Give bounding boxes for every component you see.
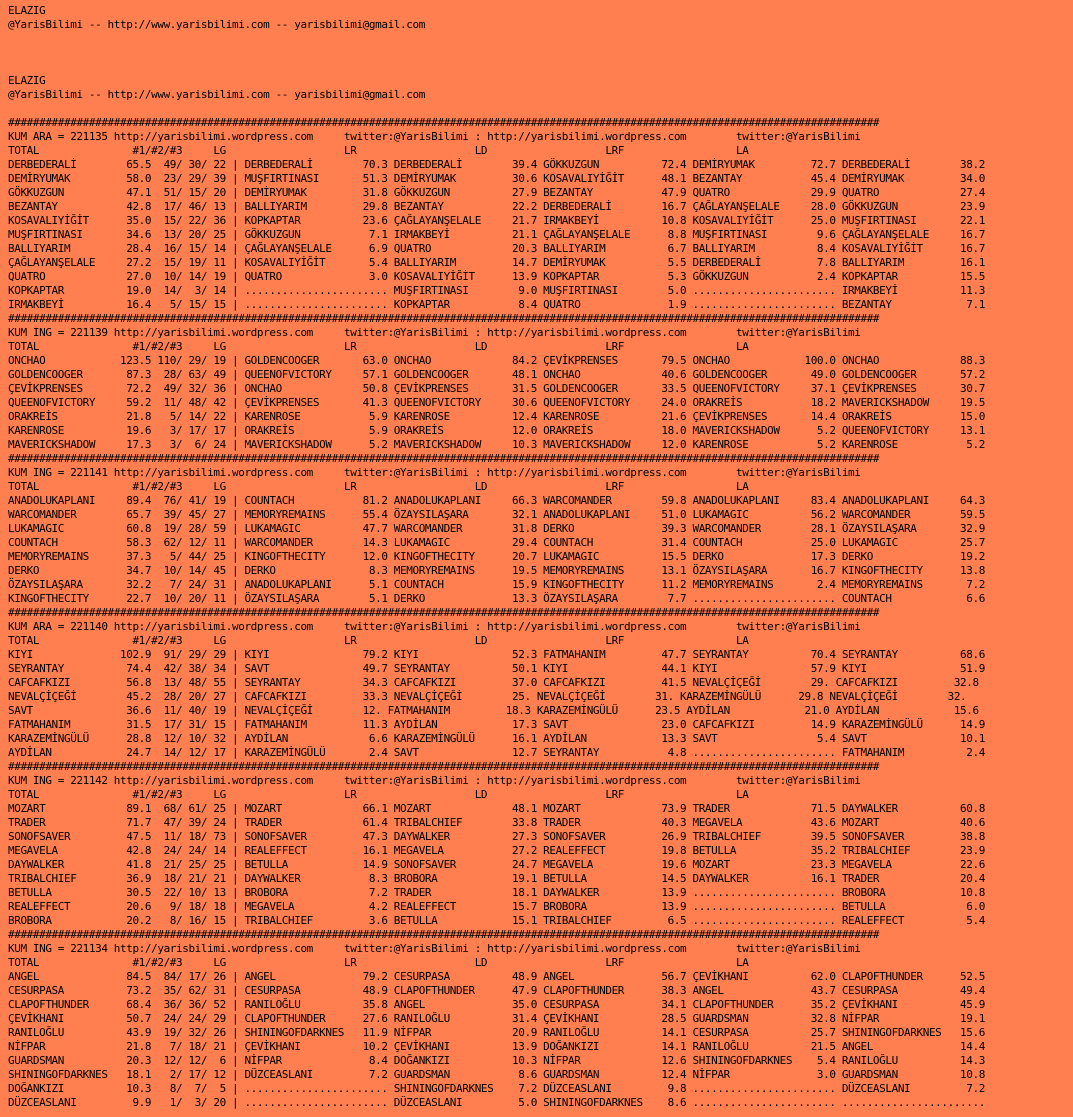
- text-line: MEGAVELA 42.8 24/ 24/ 14 | REALEFFECT 16.1 MEGAVELA 27.2 REALEFFECT 19.8 BETULLA 35.2 TRIBALCHIEF 23.9: [8, 844, 985, 857]
- text-line: MAVERICKSHADOW 17.3 3/ 6/ 24 | MAVERICKSHADOW 5.2 MAVERICKSHADOW 10.3 MAVERICKSHADOW 12.0 KARENROSE 5.2 KARENROSE 5.2: [8, 438, 985, 451]
- text-line: COUNTACH 58.3 62/ 12/ 11 | WARCOMANDER 14.3 LUKAMAGIC 29.4 COUNTACH 31.4 COUNTACH 25.0 LUKAMAGIC 25.7: [8, 536, 985, 549]
- text-line: IRMAKBEYİ 16.4 5/ 15/ 15 | ....................... KOPKAPTAR 8.4 QUATRO 1.9 ....................... BEZANTAY 7.1: [8, 298, 985, 311]
- text-line: ORAKREİS 21.8 5/ 14/ 22 | KARENROSE 5.9 KARENROSE 12.4 KARENROSE 21.6 ÇEVİKPRENSES 14.4 ORAKREİS 15.0: [8, 410, 985, 423]
- text-line: ############################################################################################################################################: [8, 312, 880, 325]
- text-line: @YarisBilimi -- http://www.yarisbilimi.com -- yarisbilimi@gmail.com: [8, 88, 425, 101]
- text-line: DAYWALKER 41.8 21/ 25/ 25 | BETULLA 14.9 SONOFSAVER 24.7 MEGAVELA 19.6 MOZART 23.3 MEGAVELA 22.6: [8, 858, 985, 871]
- text-line: KUM ARA = 221135 http://yarisbilimi.wordpress.com twitter:@YarisBilimi : http://yarisbilimi.wordpress.com twitter:@YarisBilimi: [8, 130, 861, 143]
- text-line: KUM ING = 221141 http://yarisbilimi.wordpress.com twitter:@YarisBilimi : http://yarisbilimi.wordpress.com twitter:@YarisBilimi: [8, 466, 861, 479]
- text-line: TOTAL #1/#2/#3 LG LR LD LRF LA: [8, 788, 749, 801]
- text-line: QUATRO 27.0 10/ 14/ 19 | QUATRO 3.0 KOSAVALIYİĞİT 13.9 KOPKAPTAR 5.3 GÖKKUZGUN 2.4 KOPKAPTAR 15.5: [8, 270, 985, 283]
- text-line: GUARDSMAN 20.3 12/ 12/ 6 | NİFPAR 8.4 DOĞANKIZI 10.3 NİFPAR 12.6 SHININGOFDARKNES 5.4 RANILOĞLU 14.3: [8, 1054, 985, 1067]
- text-line: ELAZIG: [8, 4, 46, 17]
- text-line: GÖKKUZGUN 47.1 51/ 15/ 20 | DEMİRYUMAK 31.8 GÖKKUZGUN 27.9 BEZANTAY 47.9 QUATRO 29.9 QUATRO 27.4: [8, 186, 985, 199]
- text-line: WARCOMANDER 65.7 39/ 45/ 27 | MEMORYREMAINS 55.4 ÖZAYSILAŞARA 32.1 ANADOLUKAPLANI 51.0 LUKAMAGIC 56.2 WARCOMANDER 59.5: [8, 508, 985, 521]
- text-line: SAVT 36.6 11/ 40/ 19 | NEVALÇİÇEĞİ 12. FATMAHANIM 18.3 KARAZEMİNGÜLÜ 23.5 AYDİLAN 21.0 AYDİLAN 15.6: [8, 704, 979, 717]
- text-line: ############################################################################################################################################: [8, 760, 880, 773]
- text-line: NEVALÇİÇEĞİ 45.2 28/ 20/ 27 | CAFCAFKIZI 33.3 NEVALÇİÇEĞİ 25. NEVALÇİÇEĞİ 31. KARAZEMİNGÜLÜ 29.8 NEVALÇİÇEĞİ 32.: [8, 690, 967, 703]
- text-line: KUM ARA = 221140 http://yarisbilimi.wordpress.com twitter:@YarisBilimi : http://yarisbilimi.wordpress.com twitter:@YarisBilimi: [8, 620, 861, 633]
- text-line: LUKAMAGIC 60.8 19/ 28/ 59 | LUKAMAGIC 47.7 WARCOMANDER 31.8 DERKO 39.3 WARCOMANDER 28.1 ÖZAYSILAŞARA 32.9: [8, 522, 985, 535]
- text-line: KUM ING = 221134 http://yarisbilimi.wordpress.com twitter:@YarisBilimi : http://yarisbilimi.wordpress.com twitter:@YarisBilimi: [8, 942, 861, 955]
- text-line: ÇEVİKHANI 50.7 24/ 24/ 29 | CLAPOFTHUNDER 27.6 RANILOĞLU 31.4 ÇEVİKHANI 28.5 GUARDSMAN 32.8 NİFPAR 19.1: [8, 1012, 985, 1025]
- text-line: KARAZEMİNGÜLÜ 28.8 12/ 10/ 32 | AYDİLAN 6.6 KARAZEMİNGÜLÜ 16.1 AYDİLAN 13.3 SAVT 5.4 SAVT 10.1: [8, 732, 985, 745]
- text-line: ############################################################################################################################################: [8, 116, 880, 129]
- text-line: MOZART 89.1 68/ 61/ 25 | MOZART 66.1 MOZART 48.1 MOZART 73.9 TRADER 71.5 DAYWALKER 60.8: [8, 802, 985, 815]
- text-line: ANGEL 84.5 84/ 17/ 26 | ANGEL 79.2 CESURPASA 48.9 ANGEL 56.7 ÇEVİKHANI 62.0 CLAPOFTHUNDER 52.5: [8, 970, 985, 983]
- text-line: TOTAL #1/#2/#3 LG LR LD LRF LA: [8, 340, 749, 353]
- text-line: QUEENOFVICTORY 59.2 11/ 48/ 42 | ÇEVİKPRENSES 41.3 QUEENOFVICTORY 30.6 QUEENOFVICTORY 24.0 ORAKREİS 18.2 MAVERICKSHADOW 19.5: [8, 396, 985, 409]
- text-line: DERBEDERALİ 65.5 49/ 30/ 22 | DERBEDERALİ 70.3 DERBEDERALİ 39.4 GÖKKUZGUN 72.4 DEMİRYUMAK 72.7 DERBEDERALİ 38.2: [8, 158, 985, 171]
- text-line: SONOFSAVER 47.5 11/ 18/ 73 | SONOFSAVER 47.3 DAYWALKER 27.3 SONOFSAVER 26.9 TRIBALCHIEF 39.5 SONOFSAVER 38.8: [8, 830, 985, 843]
- text-line: TOTAL #1/#2/#3 LG LR LD LRF LA: [8, 144, 749, 157]
- text-line: MUŞFIRTINASI 34.6 13/ 20/ 25 | GÖKKUZGUN 7.1 IRMAKBEYİ 21.1 ÇAĞLAYANŞELALE 8.8 MUŞFIRTINASI 9.6 ÇAĞLAYANŞELALE 16.7: [8, 228, 985, 241]
- text-line: MEMORYREMAINS 37.3 5/ 44/ 25 | KINGOFTHECITY 12.0 KINGOFTHECITY 20.7 LUKAMAGIC 15.5 DERKO 17.3 DERKO 19.2: [8, 550, 985, 563]
- text-line: BROBORA 20.2 8/ 16/ 15 | TRIBALCHIEF 3.6 BETULLA 15.1 TRIBALCHIEF 6.5 ....................... REALEFFECT 5.4: [8, 914, 985, 927]
- text-line: KOPKAPTAR 19.0 14/ 3/ 14 | ....................... MUŞFIRTINASI 9.0 MUŞFIRTINASI 5.0 ....................... IRMAKBEYİ 11.3: [8, 284, 985, 297]
- text-line: ÇEVİKPRENSES 72.2 49/ 32/ 36 | ONCHAO 50.8 ÇEVİKPRENSES 31.5 GOLDENCOOGER 33.5 QUEENOFVICTORY 37.1 ÇEVİKPRENSES 30.7: [8, 382, 985, 395]
- text-line: NİFPAR 21.8 7/ 18/ 21 | ÇEVİKHANI 10.2 ÇEVİKHANI 13.9 DOĞANKIZI 14.1 RANILOĞLU 21.5 ANGEL 14.4: [8, 1040, 985, 1053]
- text-line: GOLDENCOOGER 87.3 28/ 63/ 49 | QUEENOFVICTORY 57.1 GOLDENCOOGER 48.1 ONCHAO 40.6 GOLDENCOOGER 49.0 GOLDENCOOGER 57.2: [8, 368, 985, 381]
- text-line: FATMAHANIM 31.5 17/ 31/ 15 | FATMAHANIM 11.3 AYDİLAN 17.3 SAVT 23.0 CAFCAFKIZI 14.9 KARAZEMİNGÜLÜ 14.9: [8, 718, 985, 731]
- text-line: ELAZIG: [8, 74, 46, 87]
- text-line: CESURPASA 73.2 35/ 62/ 31 | CESURPASA 48.9 CLAPOFTHUNDER 47.9 CLAPOFTHUNDER 38.3 ANGEL 43.7 CESURPASA 49.4: [8, 984, 985, 997]
- text-line: DEMİRYUMAK 58.0 23/ 29/ 39 | MUŞFIRTINASI 51.3 DEMİRYUMAK 30.6 KOSAVALIYİĞİT 48.1 BEZANTAY 45.4 DEMİRYUMAK 34.0: [8, 172, 985, 185]
- text-line: KUM ING = 221142 http://yarisbilimi.wordpress.com twitter:@YarisBilimi : http://yarisbilimi.wordpress.com twitter:@YarisBilimi: [8, 774, 861, 787]
- text-line: TRADER 71.7 47/ 39/ 24 | TRADER 61.4 TRIBALCHIEF 33.8 TRADER 40.3 MEGAVELA 43.6 MOZART 40.6: [8, 816, 985, 829]
- text-line: DERKO 34.7 10/ 14/ 45 | DERKO 8.3 MEMORYREMAINS 19.5 MEMORYREMAINS 13.1 ÖZAYSILAŞARA 16.7 KINGOFTHECITY 13.8: [8, 564, 985, 577]
- text-line: KOSAVALIYİĞİT 35.0 15/ 22/ 36 | KOPKAPTAR 23.6 ÇAĞLAYANŞELALE 21.7 IRMAKBEYİ 10.8 KOSAVALIYİĞİT 25.0 MUŞFIRTINASI 22.1: [8, 214, 985, 227]
- text-line: KARENROSE 19.6 3/ 17/ 17 | ORAKREİS 5.9 ORAKREİS 12.0 ORAKREİS 18.0 MAVERICKSHADOW 5.2 QUEENOFVICTORY 13.1: [8, 424, 985, 437]
- text-line: RANILOĞLU 43.9 19/ 32/ 26 | SHININGOFDARKNES 11.9 NİFPAR 20.9 RANILOĞLU 14.1 CESURPASA 25.7 SHININGOFDARKNES 15.6: [8, 1026, 985, 1039]
- text-line: @YarisBilimi -- http://www.yarisbilimi.com -- yarisbilimi@gmail.com: [8, 18, 425, 31]
- text-line: KINGOFTHECITY 22.7 10/ 20/ 11 | ÖZAYSILAŞARA 5.1 DERKO 13.3 ÖZAYSILAŞARA 7.7 ....................... COUNTACH 6.6: [8, 592, 985, 605]
- text-line: AYDİLAN 24.7 14/ 12/ 17 | KARAZEMİNGÜLÜ 2.4 SAVT 12.7 SEYRANTAY 4.8 ....................... FATMAHANIM 2.4: [8, 746, 985, 759]
- text-line: ONCHAO 123.5 110/ 29/ 19 | GOLDENCOOGER 63.0 ONCHAO 84.2 ÇEVİKPRENSES 79.5 ONCHAO 100.0 ONCHAO 88.3: [8, 354, 985, 367]
- text-line: SEYRANTAY 74.4 42/ 38/ 34 | SAVT 49.7 SEYRANTAY 50.1 KIYI 44.1 KIYI 57.9 KIYI 51.9: [8, 662, 985, 675]
- text-line: BEZANTAY 42.8 17/ 46/ 13 | BALLIYARIM 29.8 BEZANTAY 22.2 DERBEDERALİ 16.7 ÇAĞLAYANŞELALE 28.0 GÖKKUZGUN 23.9: [8, 200, 985, 213]
- text-line: KUM ING = 221139 http://yarisbilimi.wordpress.com twitter:@YarisBilimi : http://yarisbilimi.wordpress.com twitter:@YarisBilimi: [8, 326, 861, 339]
- text-line: ANADOLUKAPLANI 89.4 76/ 41/ 19 | COUNTACH 81.2 ANADOLUKAPLANI 66.3 WARCOMANDER 59.8 ANADOLUKAPLANI 83.4 ANADOLUKAPLANI 64.3: [8, 494, 985, 507]
- text-line: CLAPOFTHUNDER 68.4 36/ 36/ 52 | RANILOĞLU 35.8 ANGEL 35.0 CESURPASA 34.1 CLAPOFTHUNDER 35.2 ÇEVİKHANI 45.9: [8, 998, 985, 1011]
- text-line: ############################################################################################################################################: [8, 452, 880, 465]
- text-line: TOTAL #1/#2/#3 LG LR LD LRF LA: [8, 956, 749, 969]
- text-line: ÇAĞLAYANŞELALE 27.2 15/ 19/ 11 | KOSAVALIYİĞİT 5.4 BALLIYARIM 14.7 DEMİRYUMAK 5.5 DERBEDERALİ 7.8 BALLIYARIM 16.1: [8, 256, 985, 269]
- text-line: DÜZCEASLANI 9.9 1/ 3/ 20 | ....................... DÜZCEASLANI 5.0 SHININGOFDARKNES 8.6 ....................... .......................: [8, 1096, 985, 1109]
- text-line: TOTAL #1/#2/#3 LG LR LD LRF LA: [8, 480, 749, 493]
- text-line: BETULLA 30.5 22/ 10/ 13 | BROBORA 7.2 TRADER 18.1 DAYWALKER 13.9 ....................... BROBORA 10.8: [8, 886, 985, 899]
- text-line: REALEFFECT 20.6 9/ 18/ 18 | MEGAVELA 4.2 REALEFFECT 15.7 BROBORA 13.9 ....................... BETULLA 6.0: [8, 900, 985, 913]
- text-line: DOĞANKIZI 10.3 8/ 7/ 5 | ....................... SHININGOFDARKNES 7.2 DÜZCEASLANI 9.8 ....................... DÜZCEASLANI 7.2: [8, 1082, 985, 1095]
- text-line: ############################################################################################################################################: [8, 928, 880, 941]
- text-line: TOTAL #1/#2/#3 LG LR LD LRF LA: [8, 634, 749, 647]
- text-line: ############################################################################################################################################: [8, 606, 880, 619]
- text-line: BALLIYARIM 28.4 16/ 15/ 14 | ÇAĞLAYANŞELALE 6.9 QUATRO 20.3 BALLIYARIM 6.7 BALLIYARIM 8.4 KOSAVALIYİĞİT 16.7: [8, 242, 985, 255]
- text-line: ÖZAYSILAŞARA 32.2 7/ 24/ 31 | ANADOLUKAPLANI 5.1 COUNTACH 15.9 KINGOFTHECITY 11.2 MEMORYREMAINS 2.4 MEMORYREMAINS 7.2: [8, 578, 985, 591]
- text-line: SHININGOFDARKNES 18.1 2/ 17/ 12 | DÜZCEASLANI 7.2 GUARDSMAN 8.6 GUARDSMAN 12.4 NİFPAR 3.0 GUARDSMAN 10.8: [8, 1068, 985, 1081]
- text-line: KIYI 102.9 91/ 29/ 29 | KIYI 79.2 KIYI 52.3 FATMAHANIM 47.7 SEYRANTAY 70.4 SEYRANTAY 68.6: [8, 648, 985, 661]
- text-line: CAFCAFKIZI 56.8 13/ 48/ 55 | SEYRANTAY 34.3 CAFCAFKIZI 37.0 CAFCAFKIZI 41.5 NEVALÇİÇEĞİ 29. CAFCAFKIZI 32.8: [8, 676, 979, 689]
- text-line: TRIBALCHIEF 36.9 18/ 21/ 21 | DAYWALKER 8.3 BROBORA 19.1 BETULLA 14.5 DAYWALKER 16.1 TRADER 20.4: [8, 872, 985, 885]
